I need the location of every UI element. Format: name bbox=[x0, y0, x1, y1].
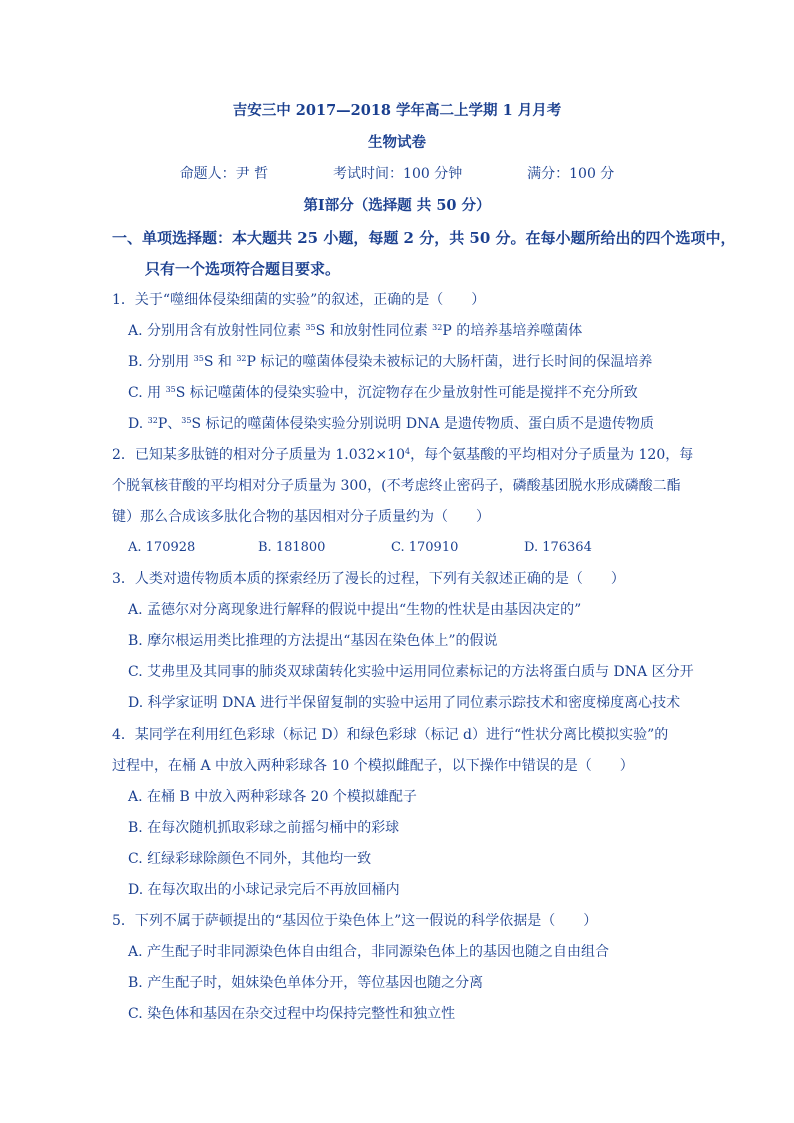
exam-subtitle: 生物试卷 bbox=[368, 134, 426, 151]
part-heading: 第Ⅰ部分（选择题 共 50 分） bbox=[303, 197, 491, 214]
q1-option-a: A. 分别用含有放射性同位素 $^{35}$S 和放射性同位素 $^{32}$P 的培养基培养噬菌体 bbox=[128, 323, 583, 339]
time-info: 考试时间：100 分钟 bbox=[333, 166, 463, 182]
q5-option-c: C. 染色体和基因在杂交过程中均保持完整性和独立性 bbox=[128, 1006, 456, 1022]
q1-option-b: B. 分别用 $^{35}$S 和 $^{32}$P 标记的噬菌体侵染未被标记的大肠杆菌，进行长时间的保温培养 bbox=[128, 354, 653, 370]
q4-option-d: D. 在每次取出的小球记录完后不再放回桶内 bbox=[128, 882, 400, 898]
exam-meta bbox=[0, 164, 794, 184]
q2-option-b: B. 181800 bbox=[258, 540, 326, 555]
q3-option-d: D. 科学家证明 DNA 进行半保留复制的实验中运用了同位素示踪技术和密度梯度离心技术 bbox=[128, 695, 681, 711]
q1-option-d: D. $^{32}$P、$^{35}$S 标记的噬菌体侵染实验分别说明 DNA 是遗传物质、蛋白质不是遗传物质 bbox=[128, 416, 654, 432]
q2-option-a: A. 170928 bbox=[128, 540, 196, 555]
q3-stem: 3．人类对遗传物质本质的探索经历了漫长的过程，下列有关叙述正确的是（ ） bbox=[112, 571, 625, 587]
q4-stem-line1: 4．某同学在利用红色彩球（标记 D）和绿色彩球（标记 d）进行“性状分离比模拟实验”的 bbox=[112, 727, 669, 743]
q2-option-d: D. 176364 bbox=[524, 540, 592, 555]
q2-stem-line2: 个脱氧核苷酸的平均相对分子质量为 300，(不考虑终止密码子，磷酸基团脱水形成磷酸二酯 bbox=[112, 478, 681, 494]
q1-stem: 1．关于“噬细体侵染细菌的实验”的叙述，正确的是（ ） bbox=[112, 292, 486, 308]
q2-stem-line3: 键）那么合成该多肽化合物的基因相对分子质量约为（ ） bbox=[112, 509, 490, 525]
author-info: 命题人：尹 哲 bbox=[179, 166, 269, 182]
exam-title: 吉安三中 2017—2018 学年高二上学期 1 月月考 bbox=[232, 102, 562, 119]
q2-stem-line1: 2．已知某多肽链的相对分子质量为 $1.032\times 10^4$，每个氨基酸的平均相对分子质量为 120，每 bbox=[112, 447, 694, 463]
q4-option-b: B. 在每次随机抓取彩球之前摇匀桶中的彩球 bbox=[128, 820, 400, 836]
q2-option-c: C. 170910 bbox=[391, 540, 459, 555]
score-info: 满分：100 分 bbox=[527, 166, 615, 182]
q4-option-c: C. 红绿彩球除颜色不同外，其他均一致 bbox=[128, 851, 372, 867]
q5-stem: 5．下列不属于萨顿提出的“基因位于染色体上”这一假说的科学依据是（ ） bbox=[112, 913, 598, 929]
section-instruction-line1: 一、单项选择题：本大题共 25 小题，每题 2 分，共 50 分。在每小题所给出的四个选项中， bbox=[112, 229, 736, 247]
q1-option-c: C. 用 $^{35}$S 标记噬菌体的侵染实验中，沉淀物存在少量放射性可能是搅拌不充分所致 bbox=[128, 385, 638, 401]
section-instruction-line2: 只有一个选项符合题目要求。 bbox=[145, 260, 341, 278]
q5-option-a: A. 产生配子时非同源染色体自由组合，非同源染色体上的基因也随之自由组合 bbox=[128, 944, 610, 960]
q3-option-c: C. 艾弗里及其同事的肺炎双球菌转化实验中运用同位素标记的方法将蛋白质与 DNA 区分开 bbox=[128, 664, 694, 680]
q3-option-a: A. 孟德尔对分离现象进行解释的假说中提出“生物的性状是由基因决定的” bbox=[128, 602, 582, 618]
q5-option-b: B. 产生配子时，姐妹染色单体分开，等位基因也随之分离 bbox=[128, 975, 484, 991]
q4-stem-line2: 过程中，在桶 A 中放入两种彩球各 10 个模拟雌配子，以下操作中错误的是（ ） bbox=[112, 758, 634, 774]
q2-options bbox=[128, 538, 592, 558]
q4-option-a: A. 在桶 B 中放入两种彩球各 20 个模拟雄配子 bbox=[128, 789, 417, 805]
q3-option-b: B. 摩尔根运用类比推理的方法提出“基因在染色体上”的假说 bbox=[128, 633, 498, 649]
